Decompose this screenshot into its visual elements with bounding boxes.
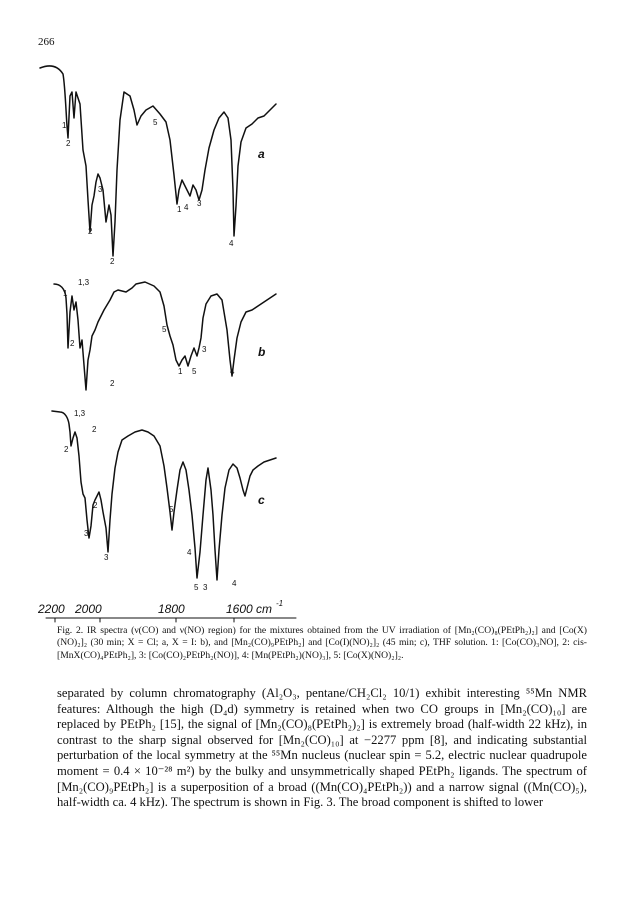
spectrum-label-b: b <box>258 345 266 359</box>
peak-label-a: 2 <box>66 139 71 148</box>
peak-label-a: 3 <box>197 199 202 208</box>
body-paragraph: separated by column chromatography (Al₂O₃, pentane/CH₂Cl₂ 10/1) exhibit interesting ⁵⁵Mn NMR features: Although the high (D₄d) symmetry is retained when two CO groups in [Mn₂(CO)₁₀] are replaced by PEtPh₂ [15], the signal of [Mn₂(CO)₈(PEtPh₂)₂] is extremely broad (half-width 22 kHz), in contrast to the sharp signal observed for [Mn₂(CO)₁₀] at −2277 ppm [8], and indicating substantial perturbation of the local symmetry at the ⁵⁵Mn nucleus (nuclear spin = 5.2, electric nuclear quadrupole moment = 0.4 × 10⁻²⁸ m²) by the bulky and unsymmetrically shaped PEtPh₂ ligands. The spectrum of [Mn₂(CO)₉PEtPh₂] is a superposition of a broad ((Mn(CO)₄PEtPh₂)) and a narrow signal ((Mn(CO)₅), half-width ca. 4 kHz). The spectrum is shown in Fig. 3. The broad component is shifted to lower <box>57 686 587 810</box>
peak-label-c: 1,3 <box>74 409 86 418</box>
peak-label-b: 5 <box>192 367 197 376</box>
peak-label-b: 1 <box>63 289 68 298</box>
peak-label-b: 4 <box>230 367 235 376</box>
spectrum-b-trace <box>54 282 276 390</box>
axis-unit-exponent: -1 <box>276 599 284 608</box>
peak-label-c: 3 <box>104 553 109 562</box>
peak-label-c: 5 <box>194 583 199 592</box>
peak-label-c: 4 <box>187 548 192 557</box>
peak-label-c: 3 <box>84 529 89 538</box>
spectrum-c-trace <box>52 411 276 580</box>
spectrum-label-c: c <box>258 493 265 507</box>
spectrum-a-trace <box>40 66 276 256</box>
peak-label-b: 1,3 <box>78 278 90 287</box>
peak-label-c: 5 <box>169 505 174 514</box>
peak-label-b: 5 <box>162 325 167 334</box>
peak-label-b: 2 <box>110 379 115 388</box>
peak-label-a: 4 <box>184 203 189 212</box>
peak-label-b: 2 <box>70 339 75 348</box>
peak-label-b: 1 <box>178 367 183 376</box>
axis-tick-label-2000: 2000 <box>75 602 102 616</box>
peak-label-a: 3 <box>98 185 103 194</box>
peak-label-c: 2 <box>92 425 97 434</box>
axis-tick-label-1600: 1600 <box>226 602 253 616</box>
axis-tick-label-2200: 2200 <box>38 602 65 616</box>
peak-label-a: 4 <box>229 239 234 248</box>
peak-label-c: 2 <box>93 501 98 510</box>
peak-label-a: 5 <box>153 118 158 127</box>
figure-caption: Fig. 2. IR spectra (ν(CO) and ν(NO) region) for the mixtures obtained from the UV irradiation of [Mn₂(CO)₈(PEtPh₂)₂] and [Co(X)(NO)₂]₂ (30 min; X = Cl; a, X = I: b), and [Mn₂(CO)₉PEtPh₂] and [Co(I)(NO)₂]₂ (45 min; c), THF solution. 1: [Co(CO)₃NO], 2: cis-[MnX(CO)₄PEtPh₂], 3: [Co(CO)₂PEtPh₂(NO)], 4: [Mn(PEtPh₂)(NO)₃], 5: [Co(X)(NO)₂]₂. <box>57 625 587 661</box>
peak-label-a: 1 <box>177 205 182 214</box>
peak-label-c: 2 <box>64 445 69 454</box>
spectrum-label-a: a <box>258 147 265 161</box>
axis-unit-label: cm <box>256 602 272 616</box>
peak-label-a: 1 <box>62 121 67 130</box>
axis-tick-label-1800: 1800 <box>158 602 185 616</box>
peak-label-c: 4 <box>232 579 237 588</box>
peak-label-a: 2 <box>88 227 93 236</box>
peak-label-a: 2 <box>110 257 115 266</box>
peak-label-c: 3 <box>203 583 208 592</box>
page-number: 266 <box>38 36 55 48</box>
body-text <box>57 686 587 811</box>
peak-label-b: 3 <box>202 345 207 354</box>
